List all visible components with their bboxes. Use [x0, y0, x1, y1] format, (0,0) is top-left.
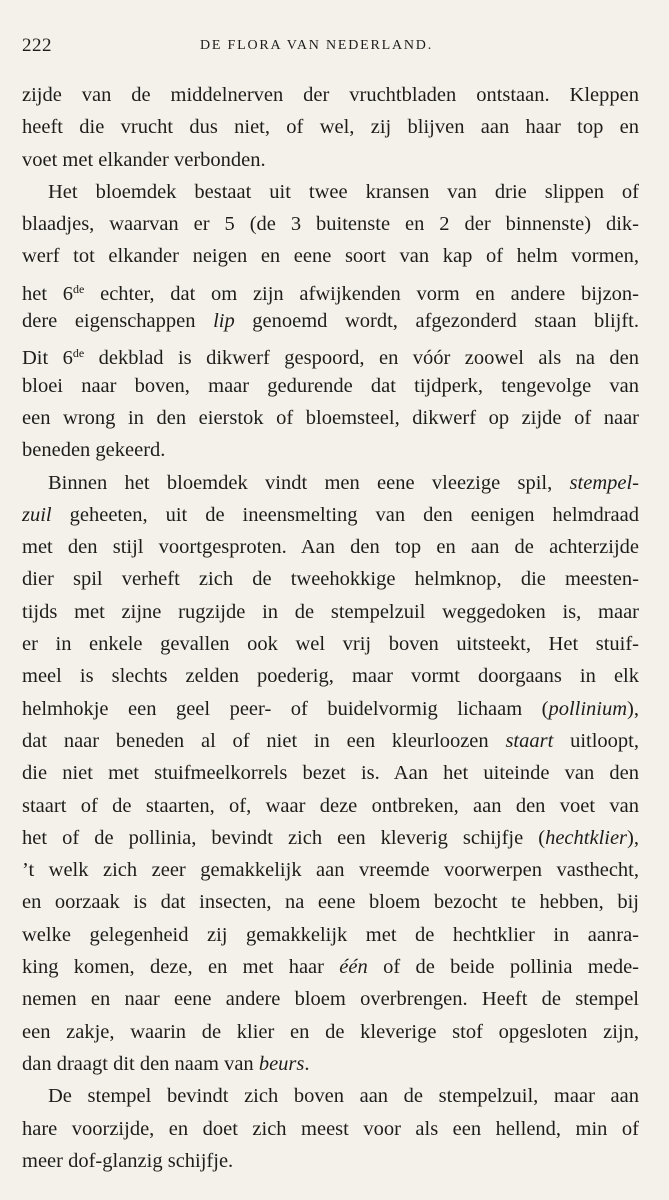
text-line [22, 467, 639, 499]
text-segment: . [304, 1052, 310, 1075]
italic-term: staart [505, 729, 554, 752]
text-segment: meel is slechts zelden poederig, maar vormt doorgaans in elk [22, 665, 639, 688]
italic-term: zuil [22, 503, 52, 526]
text-line [22, 499, 639, 531]
text-line [22, 305, 639, 337]
text-line [22, 886, 639, 918]
text-line [22, 208, 639, 240]
ordinal-superscript: de [72, 346, 85, 361]
text-line [22, 1145, 639, 1177]
text-line [22, 854, 639, 886]
text-line [22, 693, 639, 725]
text-line [22, 273, 639, 305]
text-segment: hare voorzijde, en doet zich meest voor als een hellend, min of [22, 1117, 639, 1140]
italic-term: stempel- [569, 471, 639, 494]
page-number: 222 [22, 35, 52, 56]
text-line [22, 660, 639, 692]
text-segment: De stempel bevindt zich boven aan de stempelzuil, maar aan [48, 1085, 639, 1108]
text-line [22, 337, 639, 369]
text-line [22, 79, 639, 111]
text-segment: ), [627, 697, 639, 720]
text-segment: ’t welk zich zeer gemakkelijk aan vreemde voorwerpen vasthecht, [22, 859, 639, 882]
text-line [22, 111, 639, 143]
text-line [22, 790, 639, 822]
body-text [22, 79, 639, 1177]
italic-term: pollinium [548, 697, 628, 720]
text-line [22, 531, 639, 563]
text-line [22, 402, 639, 434]
italic-term: beurs [258, 1052, 305, 1075]
text-segment: king komen, deze, en met haar [22, 956, 340, 979]
text-segment: met den stijl voortgesproten. Aan den top en aan de achterzijde [22, 536, 639, 559]
text-segment: die niet met stuifmeelkorrels bezet is. Aan het uiteinde van den [22, 762, 639, 785]
running-title: DE FLORA VAN NEDERLAND. [200, 38, 434, 53]
text-segment: staart of de staarten, of, waar deze ontbreken, aan den voet van [22, 794, 639, 817]
text-segment: een wrong in den eierstok of bloemsteel, dikwerf op zijde of naar [22, 406, 639, 429]
text-segment: ), [627, 826, 639, 849]
text-segment: welke gelegenheid zij gemakkelijk met de hechtklier in aanra- [22, 923, 639, 946]
text-segment: een zakje, waarin de klier en de kleverige stof opgesloten zijn, [22, 1020, 639, 1043]
text-segment: dier spil verheft zich de tweehokkige helmknop, die meesten- [22, 568, 639, 591]
text-line [22, 434, 639, 466]
text-line [22, 983, 639, 1015]
text-line [22, 596, 639, 628]
text-segment: zijde van de middelnerven der vruchtbladen ontstaan. Kleppen [22, 84, 639, 106]
text-segment: dekblad is dikwerf gespoord, en vóór zoowel als na den [84, 347, 639, 370]
text-segment: het of de pollinia, bevindt zich een kleverig schijfje ( [22, 826, 546, 849]
text-line [22, 628, 639, 660]
text-line [22, 725, 639, 757]
text-line [22, 919, 639, 951]
text-segment: dere eigenschappen [22, 310, 214, 333]
text-line [22, 563, 639, 595]
text-segment: er in enkele gevallen ook wel vrij boven uitsteekt, Het stuif- [22, 633, 639, 656]
italic-term: lip [213, 310, 235, 333]
text-segment: echter, dat om zijn afwijkenden vorm en andere bijzon- [84, 282, 640, 305]
page-header [22, 30, 639, 60]
text-line [22, 240, 639, 272]
text-segment: heeft die vrucht dus niet, of wel, zij blijven aan haar top en [22, 116, 639, 139]
text-line [22, 1048, 639, 1080]
text-segment: Het bloemdek bestaat uit twee kransen van drie slippen of [48, 180, 639, 203]
text-segment: uitloopt, [553, 729, 639, 752]
text-line [22, 822, 639, 854]
italic-term: hechtklier [545, 826, 628, 849]
text-segment: dan draagt dit den naam van [22, 1052, 259, 1075]
text-segment: en oorzaak is dat insecten, na eene bloem bezocht te hebben, bij [22, 891, 639, 914]
text-segment: tijds met zijne rugzijde in de stempelzuil weggedoken is, maar [22, 600, 639, 623]
text-segment: het 6 [22, 282, 74, 305]
text-segment: geheeten, uit de ineensmelting van den eenigen helmdraad [51, 503, 639, 526]
italic-term: één [339, 956, 368, 979]
text-segment: dat naar beneden al of niet in een kleurloozen [22, 729, 506, 752]
text-line [22, 176, 639, 208]
text-line [22, 951, 639, 983]
ordinal-superscript: de [73, 281, 85, 296]
text-line [22, 370, 639, 402]
text-line [22, 757, 639, 789]
text-segment: werf tot elkander neigen en eene soort van kap of helm vormen, [22, 245, 639, 268]
text-segment: beneden gekeerd. [22, 439, 166, 462]
text-segment: Binnen het bloemdek vindt men eene vleezige spil, [48, 471, 570, 494]
text-segment: meer dof-glanzig schijfje. [22, 1149, 234, 1172]
text-segment: helmhokje een geel peer- of buidelvormig lichaam ( [22, 697, 549, 720]
text-segment: nemen en naar eene andere bloem overbrengen. Heeft de stempel [22, 988, 639, 1011]
text-segment: of de beide pollinia mede- [367, 956, 639, 979]
text-line [22, 144, 639, 176]
text-segment: voet met elkander verbonden. [22, 148, 266, 171]
text-segment: blaadjes, waarvan er 5 (de 3 buitenste en 2 der binnenste) dik- [22, 213, 639, 236]
text-line [22, 1113, 639, 1145]
text-line [22, 1016, 639, 1048]
text-segment: bloei naar boven, maar gedurende dat tijdperk, tengevolge van [22, 374, 639, 397]
text-segment: Dit 6 [22, 347, 73, 370]
text-segment: genoemd wordt, afgezonderd staan blijft. [234, 310, 639, 333]
text-line [22, 1080, 639, 1112]
